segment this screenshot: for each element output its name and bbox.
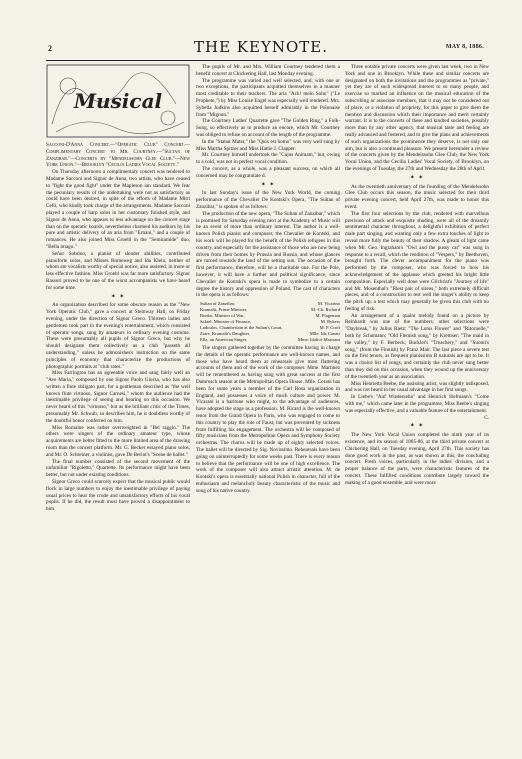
- paragraph: The singers gathered together by the committee having in charge the details of the operatic performance are well-known names, and those who have heard them at rehearsals give most flattering accounts of them and of the work of the composer. Mme. Martinez will be remembered as having sung with great success at the first Damrosch season at the Metropolitan Opera House. Mlle. Corani has been for some years a member of the Carl Rosa organization in England, and possesses a voice of much culture and power. M. Vicarani is a baritone who might, to the advantage of audiences, have adopted the stage as a profession. M. Ricard is the well-known tenor from the Grand Opera in Paris, who was engaged to come to this country to play the role of Faust, but was prevented by sickness from fulfilling his engagement. The orchestra will be composed of fifty musicians from the Metropolitan Opera and Symphony Society orchestras. The chorus will be made up of eighty selected voices. The ballet will be directed by Sig. Novissimo. Rehearsals have been going on uninterruptedly for some weeks past. There is every reason to believe that the performance will be one of high excellence. The work of the composer will also attract artistic attention. M. de Kontski's opera is essentially national Polish in character, full of the enthusiasm and melancholy beauty characteristic of the music and song of his native country.: [196, 345, 340, 494]
- paragraph: An arrangement of a quaint melody found on a picture by Reinhardt was one of the numbers; other selections were "Daybreak," by Julius Rietz; "The Lotus Flower" and "Ritornelle," both by Schumann; "Old Flemish song," by Kremser; "The maid in the valley," by F. Berbeck; Buckler's "Treachery," and "Suomi's song," (from the Finnish) by Franz Mair. The last piece a severe test on the first tenors, as frequent pianissimo B naturals are apt to be. It was a choice list of songs, and certainly the club never sang better than they did on this occasion, when they wound up the anniversary of the twentieth year as an association.: [345, 312, 489, 380]
- paragraph: The pupils of Mr. and Mrs. William Courtney tendered them a benefit concert at Chickering Hall, last Monday evening.: [196, 64, 340, 77]
- musical-logo-illustration: [46, 64, 190, 138]
- masthead-title: THE KEYNOTE.: [193, 38, 328, 56]
- section-divider: ✶ ✶: [409, 174, 425, 181]
- paragraph: The concert, as a whole, was a pleasant success, on which all concerned may be congratulate d.: [196, 165, 340, 179]
- page-number: 2: [48, 44, 52, 53]
- paragraph: Mr. Courtney himself undertook the "Cujus Animam," but, owing to a cold, was not in perfect vocal condition.: [196, 152, 340, 166]
- cast-actor: Mme. Idalice Marisani: [298, 337, 340, 343]
- paragraph: The production of the new opera, "The Sultan of Zanzibar," which is promised for Saturday evening next at the Academy of Music will be an event of more than ordinary interest. The author is a well-known Polish pianist and composer, the Chevalier de Kontski, and his work will be played for the benefit of the Polish refugees in this country, and especially for the assistance of those who are now being driven from their homes by Prussia and Russia, and whose glances are turned towards the land of the setting sun. The occasion of the first performance, therefore, will be a charitable one. For the Pole, however, it will have a further and political significance, since Chevalier de Kontski's opera is made to symbolize to a certain degree the history and oppression of Poland. The cast of characters in the opera is as follows:: [196, 210, 340, 299]
- cast-role: Saktel, Minister of Finance,: [200, 319, 252, 325]
- paragraph: The final number consisted of the second movement of the unfamiliar "Rigoletto," Quartette. Its performance might have been better, but not under existing conditions.: [46, 458, 190, 479]
- column-3: [345, 64, 489, 487]
- cast-actor: M. Plageman: [315, 313, 340, 319]
- paragraph: Miss Farrington has an agreeable voice and sang fairly well an "Ave Maria," composed by one Signor Paolo Giorza, who has also written a flute obligato part, for a gentleman described as "the well known flute virtuoso, Signor Carnesi," whom the audience had the inestimable privilege of seeing and hearing on this occasion. We never heard of this "virtuoso," but as the brilliant critic of the Times, presumably Mr. Schwab, so describes him, he is doubtless worthy of the doubtful honor conferred on him.: [46, 370, 190, 424]
- cast-role: Bonbo, Minister of War,: [200, 313, 245, 319]
- section-divider: ✶ ✶: [409, 423, 425, 430]
- paragraph: Miss Romaine was rather overweighted in "Bel raggio." The others were singers of the ordinary amateur type, whose acquirements are better fitted to the more limited area of the drawing room than the concert platform. Mr. G. Becker essayed piano solos, and Mr. O. Schreiner, a violinist, gave De Beriot's "Scene de ballet.": [46, 424, 190, 458]
- paragraph: Three notable private concerts were given last week, two in New York and one in Brooklyn. While these and similar concerts are designated on both the invitations and the programmes as "private," yet they are of such widespread interest to so many people, and exercise so marked an influence on the musical education of the subscribing or associate members, that it may not be considered out of place, or a violation of propriety, for this paper to give them the mention and discussion which their importance and merit certainly warrant. It is to the concerts of these and kindred societies, possibly more than by any other agency, that musical taste and feeling are really advanced and fostered, and to give the plans and achievements of such organizations the prominence they deserve, is not only our aim, but is also a continued pleasure. We present hereunder a review of the concerts given by the Mendelssohn Glee Club, the New York Vocal Union, and the Cecilia Ladies' Vocal Society, of Brooklyn, on the evenings of Tuesday, the 27th and Wednesday the 28th of April.: [345, 64, 489, 172]
- paragraph: Signor Greco could scarcely expect that the musical public would flock in large numbers to enjoy the inestimable privilege of paying usual prices to hear the crude and unsatisfactory efforts of his vocal pupils. If he did, the result must have proved a disappointment to him.: [46, 479, 190, 513]
- cast-row: [200, 337, 340, 343]
- dateline: MAY 8, 1886.: [445, 44, 484, 50]
- paragraph: On Thursday afternoon a complimentary concert was tendered to Madame Sacconi and Signor de Anna, two artists, who have ceased to "fight the good fight" under the Mapleson ian standard. We fear the pecuniary results of the undertaking were not as satisfactory as could have been desired, in spite of the efforts of Madame Mitri Celli, who kindly took charge of the arrangements. Madame Sacconi played a couple of harp solos in her customary finished style, and Signor de Anna, who appears to less advantage on the concert stage than on the operatic boards, nevertheless charmed his auditors by his pure and artistic delivery of an aria from "Ernani," and a couple of romances. He also joined Miss Groebl in the "Semiramide" duo, "Bella imago.": [46, 169, 190, 250]
- header-rule: [46, 60, 482, 61]
- signature: C.: [484, 414, 489, 421]
- section-divider: ✶ ✶: [260, 181, 276, 188]
- column-1: [46, 64, 190, 513]
- cast-role: Sultan of Zanzibar,: [200, 301, 236, 307]
- paragraph: The first four selections by the club, rendered with marvellous precision of attack and exquisite shading, were all of the dreamily sentimental character throughout, a delightful exhibition of perfect male part singing, and wanting only a few extra touches of light to reveal more fully the beauty of their shadow. A gleam of light came when Mr. Geo. Ingraham's "Owl and the pussy cat" was sung in response to a recall, which the rendition of "Vespers," by Beethoven, brought forth. The clever accompaniment for the piano was performed by the composer, who was forced to bow his acknowledgement of the applause which greeted his bright little composition. Especially well done were Gilchrist's "Journey of life" and Mr. Mosenthal's "Blest pair of sirens," both extremely difficult pieces, and of a construction to test well the singer's ability to keep the pitch up; a test which may generally be given this club with no feeling of risk.: [345, 210, 489, 312]
- cast-list: [200, 301, 340, 343]
- cast-role: Ladoulos, Chamberlain at the Sultan's Court,: [200, 325, 283, 331]
- paragraph: In the "Stabat Mater," the "Quis est homo" was very well sung by Miss Martha Spitzer and Miss Hattie J. Clapper.: [196, 138, 340, 152]
- cast-actor: M.-Ch. Richard: [311, 307, 340, 313]
- paragraph: In Liebe's "Auf Wiedersehn" and Heinrich Hofmann's "Come with me," which came later in the programme, Miss Beebe's singing was especially effective, and a valuable feature of the entertainment.: [345, 394, 489, 414]
- paragraph: The New York Vocal Union completed the ninth year of its existence, and its season of 1885-86, at the third private concert at Chickering Hall, on Tuesday evening, April 27th. This society has done good work in the past, as was shown at this, the concluding concert. Fresh voices, particularly in the ladies' division, and a proper balance of the parts, were characteristic features of the concert. These fulfilled conditions contribute largely toward the making of a good ensemble, and were more: [345, 432, 489, 486]
- cast-actor: M. Rykers: [320, 319, 340, 325]
- paragraph: As the twentieth anniversary of the founding of the Mendelssohn Glee Club occurs this season, the music selected for their third private evening concert, held April 27th, was made to honor this event.: [345, 183, 489, 210]
- paragraph: The Courtney Ladies' Quartette gave "The Golden Ring," a Folk-Song, so effectively as to produce an encore, which Mr. Courtney was obliged to refuse on account of the length of the programme.: [196, 118, 340, 138]
- paragraph: Miss Henrietta Beebe, the assisting artist, was slightly indisposed, and was not heard to her usual advantage in her first songs.: [345, 380, 489, 394]
- paragraph: The programme was varied and well selected, and, with one or two exceptions, the participants acquitted themselves in a manner most creditable to their teachers. The aria "Ach! mein Sohn" ("Le Prophete,") by Miss Louise Engel was especially well rendered. Mrs. Sybella Judkins also acquitted herself admirably in the Polonaise from "Mignon.": [196, 77, 340, 118]
- column-2: [196, 64, 340, 495]
- paragraph: An organization described for some obscure reason as the "New York Operatic Club," gave a concert at Steinway Hall, on Friday evening, under the direction of Signor Greco. Thirteen ladies and gentlemen took part in the evening's entertainment, which consisted of operatic songs, sung by amateurs in ordinary evening costume. These were presumably all pupils of Signor Greco, but why he should designate them collectively as a club "passeth all understanding," unless he admonishes's instruction on the same principles of economy that characterize the productions of photographic portraits at "club rates.": [46, 302, 190, 370]
- cast-actor: M. P. Croft: [319, 325, 340, 331]
- paragraph: In last Sunday's issue of the New York World, the coming performance of the Chevalier De Kontski's Opera, "The Sultan of Zanzibar," is spoken of as follows:: [196, 190, 340, 210]
- paragraph: Señor Sobrino, a pianist of slender abilities, contributed pianoforte solos, and Misses Romeweg and Ida Klein, neither of whom are vocalists worthy of special notice, also assisted, in more or less effective fashion. Miss Groebl was far more satisfactory. Signor Rassori proved to be one of the worst accompanists we have heard for some time.: [46, 250, 190, 291]
- section-divider: ✶ ✶: [110, 293, 126, 300]
- logo-text: Musical: [73, 89, 163, 113]
- headline: Sacconi-D'Anna Concert.—"Operatic Club" Concert.—Complimentary Concert to Mr. Courtney.—"Sultan of Zanzibar."—Concerts by "Mendelssohn Glee Club."—New York Union."—Brooklyn "Cecilia Ladies Vocal Society.": [46, 142, 190, 169]
- cast-actor: Mlle. Ida Conati: [309, 331, 340, 337]
- cast-role: Kramalit, Prime Minister,: [200, 307, 248, 313]
- cast-role: Ella, an American Singer,: [200, 337, 248, 343]
- cast-role: Zaire, Kramalit's Daughter,: [200, 331, 251, 337]
- cast-actor: M. Vicarino: [317, 301, 340, 307]
